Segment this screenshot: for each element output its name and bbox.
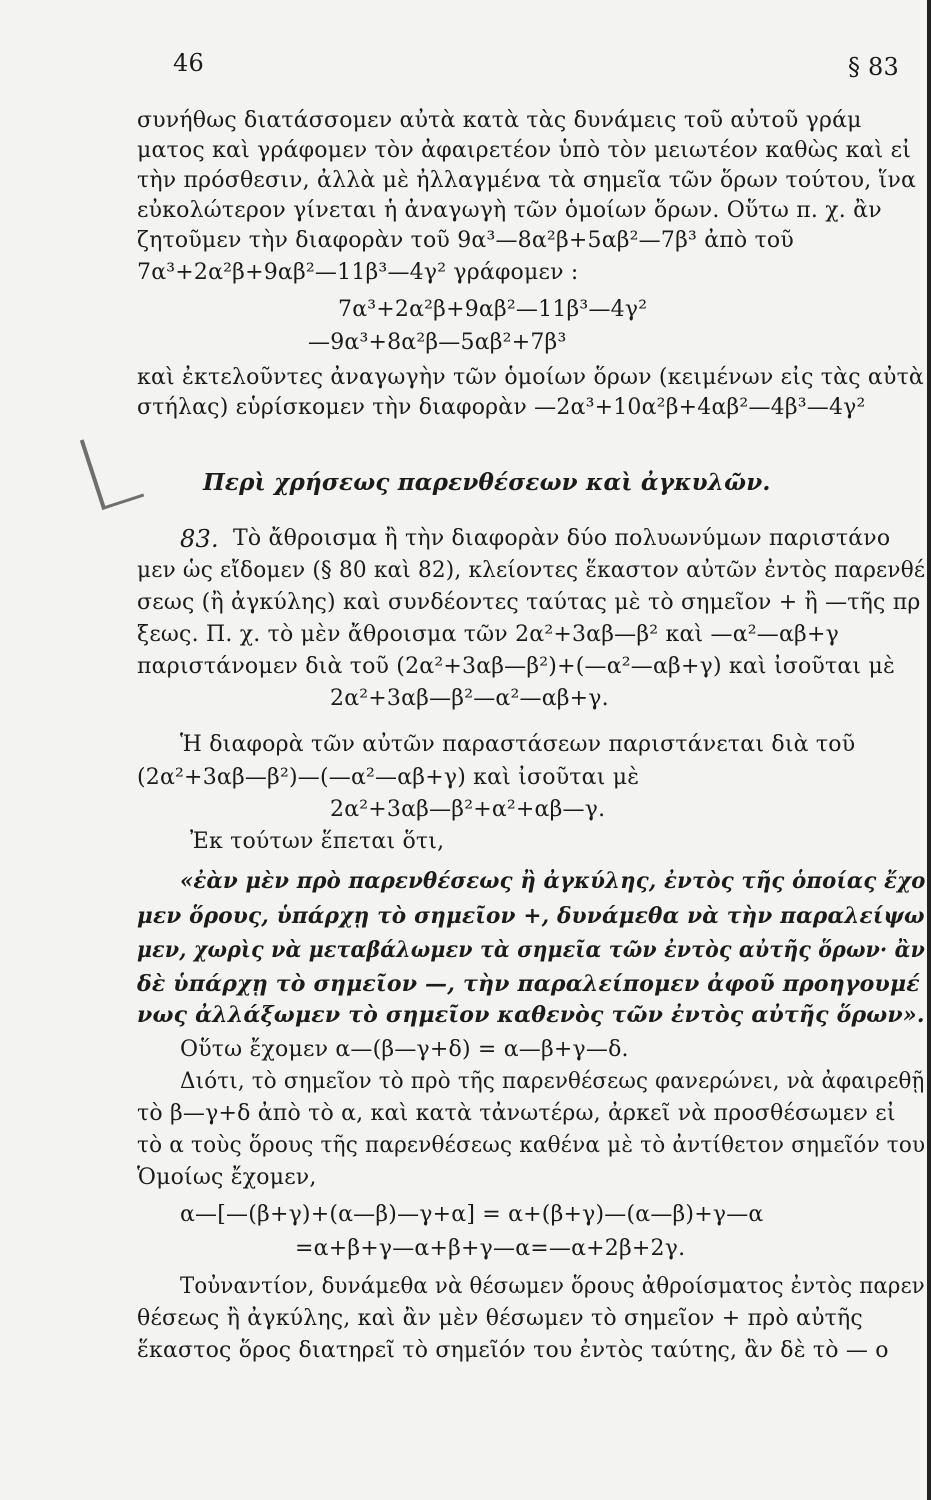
body-line: σεως (ἢ ἀγκύλης) καὶ συνδέοντες ταύτας μὲ τὸ σημεῖον + ἢ —τῆς πρ — [137, 590, 921, 615]
body-line: ἕκαστος ὅρος διατηρεῖ τὸ σημεῖόν του ἐντὸς ταύτης, ἂν δὲ τὸ — ο — [137, 1338, 889, 1363]
bracket-equation: =α+β+γ—α+β+γ—α=—α+2β+2γ. — [295, 1236, 686, 1261]
body-line: ματος καὶ γράφομεν τὸν ἀφαιρετέον ὑπὸ τὸν μειωτέον καθὼς καὶ εἰ — [137, 138, 912, 163]
page-edge-shadow — [927, 0, 931, 1500]
body-line: τὴν πρόσθεσιν, ἀλλὰ μὲ ἠλλαγμένα τὰ σημεῖα τῶν ὅρων τούτου, ἵνα — [137, 168, 917, 193]
body-line: τὸ β—γ+δ ἀπὸ τὸ α, καὶ κατὰ τἀνωτέρω, ἀρκεῖ νὰ προσθέσωμεν εἰ — [137, 1101, 896, 1126]
subtraction-subtrahend: —9α³+8α²β—5αβ²+7β³ — [308, 330, 567, 355]
body-line: Τὸ ἄθροισμα ἢ τὴν διαφορὰν δύο πολυωνύμων παριστάνο — [233, 526, 891, 551]
section-heading: Περὶ χρήσεως παρενθέσεων καὶ ἀγκυλῶν. — [203, 469, 771, 496]
rule-line: «ἐὰν μὲν πρὸ παρενθέσεως ἢ ἀγκύλης, ἐντὸς τῆς ὁποίας ἔχο — [180, 868, 926, 894]
body-line: Ἡ διαφορὰ τῶν αὐτῶν παραστάσεων παριστάνεται διὰ τοῦ — [180, 732, 856, 757]
body-line: στήλας) εὑρίσκομεν τὴν διαφορὰν —2α³+10α²β+4αβ²—4β³—4γ² — [137, 395, 866, 420]
rule-line: νως ἀλλάξωμεν τὸ σημεῖον καθενὸς τῶν ἐντὸς αὐτῆς ὅρων». — [137, 1002, 925, 1028]
body-line: Τοὐναντίον, δυνάμεθα νὰ θέσωμεν ὅρους ἀθροίσματος ἐντὸς παρεν — [180, 1274, 925, 1299]
body-line: Ἐκ τούτων ἕπεται ὅτι, — [190, 829, 445, 854]
difference-result: 2α²+3αβ—β²+α²+αβ—γ. — [330, 797, 606, 822]
body-line: καὶ ἐκτελοῦντες ἀναγωγὴν τῶν ὁμοίων ὅρων (κειμένων εἰς τὰς αὐτὰ — [137, 365, 924, 390]
rule-line: δὲ ὑπάρχῃ τὸ σημεῖον —, τὴν παραλείπομεν ἀφοῦ προηγουμέ — [137, 971, 920, 997]
body-line: Ὁμοίως ἔχομεν, — [137, 1165, 317, 1190]
body-line: (2α²+3αβ—β²)—(—α²—αβ+γ) καὶ ἰσοῦται μὲ — [137, 765, 640, 790]
body-line: εὐκολώτερον γίνεται ἡ ἀναγωγὴ τῶν ὁμοίων ὅρων. Οὕτω π. χ. ἂν — [137, 198, 882, 223]
body-line: 7α³+2α²β+9αβ²—11β³—4γ² γράφομεν : — [137, 260, 579, 285]
rule-line: μεν ὅρους, ὑπάρχῃ τὸ σημεῖον +, δυνάμεθα νὰ τὴν παραλείψω — [137, 903, 925, 929]
body-line: ξεως. Π. χ. τὸ μὲν ἄθροισμα τῶν 2α²+3αβ—β² καὶ —α²—αβ+γ — [137, 622, 839, 647]
body-line: συνήθως διατάσσομεν αὐτὰ κατὰ τὰς δυνάμεις τοῦ αὐτοῦ γράμ — [137, 108, 862, 133]
sum-result: 2α²+3αβ—β²—α²—αβ+γ. — [330, 686, 609, 711]
rule-line: μεν, χωρὶς νὰ μεταβάλωμεν τὰ σημεῖα τῶν ἐντὸς αὐτῆς ὅρων· ἂν — [137, 937, 926, 963]
subtraction-minuend: 7α³+2α²β+9αβ²—11β³—4γ² — [338, 297, 648, 322]
body-line: ζητοῦμεν τὴν διαφορὰν τοῦ 9α³—8α²β+5αβ²—7β³ ἀπὸ τοῦ — [137, 228, 794, 253]
body-line: Οὕτω ἔχομεν α—(β—γ+δ) = α—β+γ—δ. — [180, 1037, 629, 1062]
body-line: τὸ α τοὺς ὅρους τῆς παρενθέσεως καθένα μὲ τὸ ἀντίθετον σημεῖόν του — [137, 1133, 926, 1158]
page-number: 46 — [173, 49, 204, 77]
bracket-equation: α—[—(β+γ)+(α—β)—γ+α] = α+(β+γ)—(α—β)+γ—α — [180, 1202, 764, 1227]
body-line: μεν ὡς εἴδομεν (§ 80 καὶ 82), κλείοντες ἕκαστον αὐτῶν ἐντὸς παρενθέ — [137, 558, 926, 583]
body-line: παριστάνομεν διὰ τοῦ (2α²+3αβ—β²)+(—α²—αβ+γ) καὶ ἰσοῦται μὲ — [137, 654, 895, 679]
body-line: θέσεως ἢ ἀγκύλης, καὶ ἂν μὲν θέσωμεν τὸ σημεῖον + πρὸ αὐτῆς — [137, 1306, 863, 1331]
handwritten-margin-mark — [80, 427, 144, 510]
paragraph-number: 83. — [180, 525, 219, 553]
body-line: Διότι, τὸ σημεῖον τὸ πρὸ τῆς παρενθέσεως φανερώνει, νὰ ἀφαιρεθῇ — [180, 1069, 925, 1094]
section-reference: § 83 — [848, 53, 899, 81]
